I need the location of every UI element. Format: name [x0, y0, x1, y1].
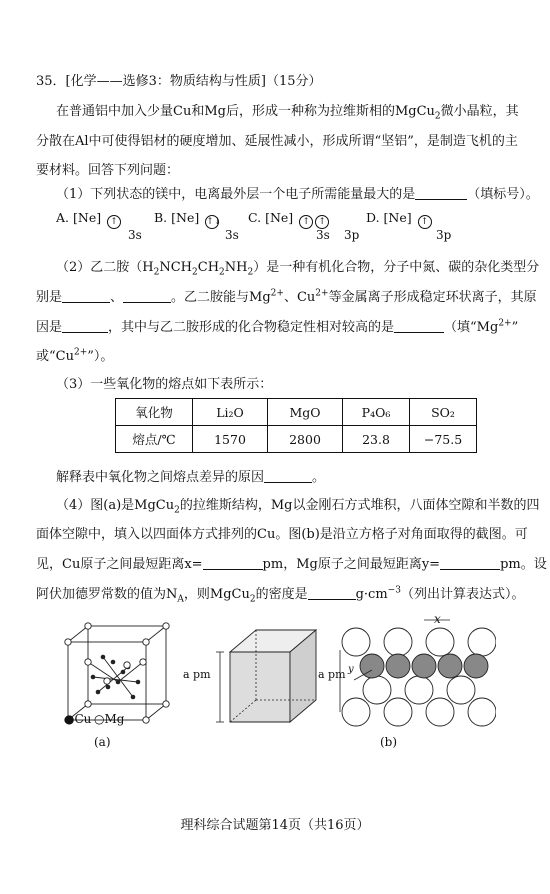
answer-blank[interactable] [440, 557, 500, 570]
label-x: x [434, 612, 441, 626]
option-d: D. [Ne] ↑ [366, 210, 432, 229]
figure-cube-diagonal-plane [210, 624, 322, 726]
option-c-label-3p: 3p [344, 228, 360, 242]
legend-cu: ●Cu [64, 712, 92, 726]
table-header-cell: MgO [268, 399, 343, 426]
label-apm-b: a pm [318, 668, 346, 681]
intro-line-1: 在普通铝中加入少量Cu和Mg后，形成一种称为拉维斯相的MgCu$_2$微小晶粒，其 [56, 104, 519, 122]
answer-blank[interactable] [264, 470, 312, 483]
answer-blank[interactable] [415, 187, 467, 200]
page-footer: 理科综合试题第14页（共16页） [180, 818, 370, 833]
intro-line-3: 要材料。回答下列问题： [36, 163, 180, 178]
answer-blank[interactable] [62, 320, 108, 333]
part4-line-4: 阿伏加德罗常数的值为$N_A$，则MgCu$_2$的密度是 $g\cdot cm^{-3}$（列出计算表达式）。 [36, 585, 525, 605]
option-b: B. [Ne] ↑↓ [154, 210, 222, 227]
part2-line-2: 别是 、 。乙二胺能与$Mg^{2+}$、$Cu^{2+}$等金属离子形成稳定环状离子，其原 [36, 288, 537, 305]
option-d-label: 3p [436, 228, 452, 242]
figure-b-cross-section [336, 614, 496, 732]
table-cell: 熔点/℃ [116, 426, 193, 453]
table-cell: −75.5 [410, 426, 477, 453]
question-header: 35．[化学——选修3：物质结构与性质]（15分） [36, 74, 322, 89]
answer-blank[interactable] [62, 290, 110, 303]
option-c-label-3s: 3s [316, 228, 330, 242]
answer-blank[interactable] [308, 587, 356, 600]
table-cell: 2800 [268, 426, 343, 453]
table-header-cell: SO₂ [410, 399, 477, 426]
table-header-cell: Li₂O [193, 399, 268, 426]
option-c: C. [Ne] ↑ ↑ [248, 210, 329, 229]
caption-b: (b) [380, 735, 398, 749]
orbital-icon: ↑ [418, 215, 432, 229]
legend-mg: ○Mg [94, 712, 125, 726]
part2-line-1: （2）乙二胺$(H_2NCH_2CH_2NH_2)$是一种有机化合物，分子中氮、碳的杂化类型分 [56, 260, 540, 278]
caption-a: (a) [94, 735, 111, 749]
label-apm-cube: a pm [183, 668, 211, 681]
orbital-icon: ↑↓ [206, 217, 222, 227]
orbital-icon: ↑ [107, 215, 121, 229]
table-row [116, 399, 477, 426]
table-row [116, 426, 477, 453]
answer-blank[interactable] [394, 320, 444, 333]
orbital-icon: ↑ [299, 215, 313, 229]
option-a-label: 3s [128, 228, 142, 242]
part4-line-3: 见，Cu原子之间最短距离x= pm，Mg原子之间最短距离y= pm。设 [36, 557, 547, 572]
answer-blank[interactable] [123, 290, 171, 303]
table-header-cell: P₄O₆ [343, 399, 410, 426]
intro-line-2: 分散在Al中可使得铝材的硬度增加、延展性减小，形成所谓“坚铝”，是制造飞机的主 [36, 134, 518, 149]
table-cell: 23.8 [343, 426, 410, 453]
table-cell: 1570 [193, 426, 268, 453]
part3-follow: 解释表中氧化物之间熔点差异的原因 。 [56, 470, 326, 485]
melting-point-table [115, 398, 477, 453]
part1-stem: （1）下列状态的镁中，电离最外层一个电子所需能量最大的是 （填标号）。 [56, 187, 539, 202]
orbital-icon: ↑ [315, 215, 329, 229]
part2-line-3: 因是 ，其中与乙二胺形成的化合物稳定性相对较高的是 （填“$Mg^{2+}$” [36, 318, 519, 335]
part4-line-2: 面体空隙中，填入以四面体方式排列的Cu。图(b)是沿立方格子对角面取得的截图。可 [36, 527, 528, 542]
option-b-label: 3s [225, 228, 239, 242]
label-y: y [348, 664, 354, 675]
answer-blank[interactable] [203, 557, 263, 570]
table-header-cell: 氧化物 [116, 399, 193, 426]
part4-line-1: （4）图(a)是MgCu$_2$的拉维斯结构，Mg以金刚石方式堆积，八面体空隙和半数的四 [56, 498, 540, 516]
part2-line-4: 或“$Cu^{2+}$”）。 [36, 347, 114, 364]
option-a: A. [Ne] ↑ [56, 210, 121, 229]
part3-stem: （3）一些氧化物的熔点如下表所示： [56, 377, 273, 392]
